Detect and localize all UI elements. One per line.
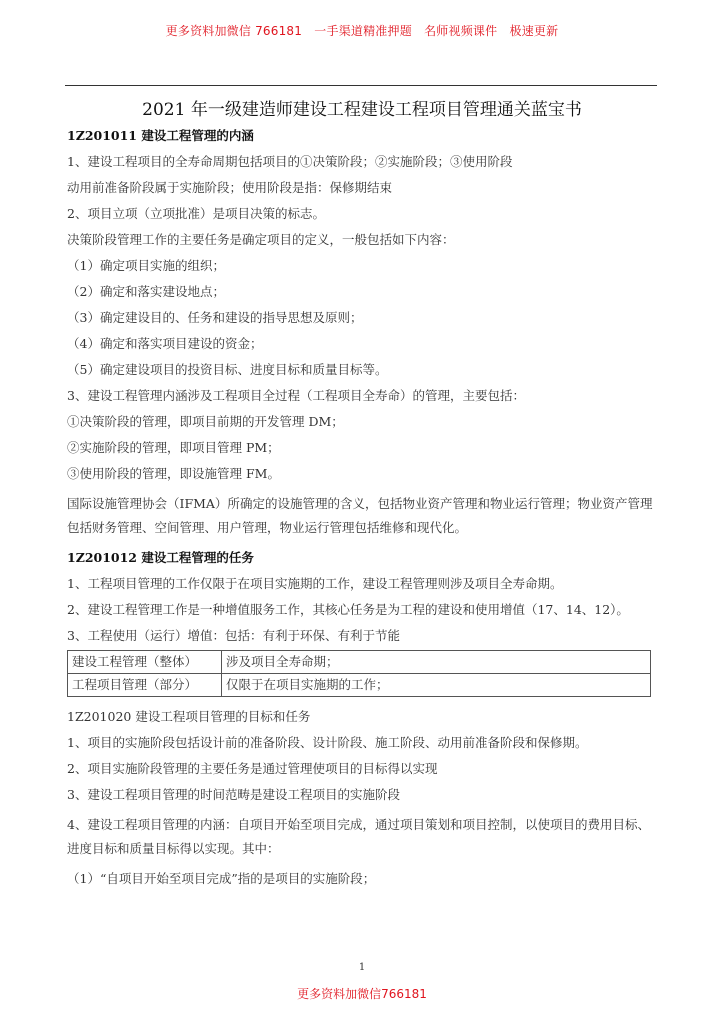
comparison-table (67, 650, 651, 697)
body-line: ③使用阶段的管理，即设施管理 FM。 (67, 466, 280, 481)
body-line: 3、工程使用（运行）增值：包括：有利于环保、有利于节能 (67, 628, 400, 643)
table-cell: 仅限于在项目实施期的工作； (222, 674, 651, 697)
table-row (68, 674, 651, 697)
table-cell: 工程项目管理（部分） (68, 674, 222, 697)
body-line: 1、项目的实施阶段包括设计前的准备阶段、设计阶段、施工阶段、动用前准备阶段和保修期。 (67, 735, 588, 750)
body-line: （3）确定建设目的、任务和建设的指导思想及原则； (67, 310, 363, 325)
body-line: （5）确定建设项目的投资目标、进度目标和质量目标等。 (67, 362, 388, 377)
bottom-promo-banner: 更多资料加微信766181 (297, 987, 427, 1001)
document-title: 2021 年一级建造师建设工程建设工程项目管理通关蓝宝书 (142, 100, 582, 120)
body-line: ①决策阶段的管理，即项目前期的开发管理 DM； (67, 414, 344, 429)
body-line: 2、建设工程管理工作是一种增值服务工作，其核心任务是为工程的建设和使用增值（17、14、12）。 (67, 602, 629, 617)
table-row (68, 651, 651, 674)
body-paragraph: 4、建设工程项目管理的内涵：自项目开始至项目完成，通过项目策划和项目控制，以使项目的费用目标、进度目标和质量目标得以实现。其中： (67, 817, 650, 856)
body-paragraph: 国际设施管理协会（IFMA）所确定的设施管理的含义，包括物业资产管理和物业运行管理；物业资产管理包括财务管理、空间管理、用户管理，物业运行管理包括维修和现代化。 (67, 496, 653, 535)
body-line: （1）确定项目实施的组织； (67, 258, 225, 273)
body-line: 1、工程项目管理的工作仅限于在项目实施期的工作，建设工程管理则涉及项目全寿命期。 (67, 576, 563, 591)
top-promo-banner: 更多资料加微信 766181 一手渠道精准押题 名师视频课件 极速更新 (165, 24, 559, 38)
page-number: 1 (358, 962, 366, 973)
section-heading: 1Z201020 建设工程项目管理的目标和任务 (67, 709, 311, 724)
section-heading: 1Z201011 建设工程管理的内涵 (67, 128, 254, 143)
body-line: 决策阶段管理工作的主要任务是确定项目的定义，一般包括如下内容： (67, 232, 455, 247)
body-line: （2）确定和落实建设地点； (67, 284, 225, 299)
body-line: ②实施阶段的管理，即项目管理 PM； (67, 440, 280, 455)
body-line: 2、项目立项（立项批准）是项目决策的标志。 (67, 206, 325, 221)
body-line: （4）确定和落实项目建设的资金； (67, 336, 263, 351)
body-line: 3、建设工程项目管理的时间范畴是建设工程项目的实施阶段 (67, 787, 400, 802)
body-line: 3、建设工程管理内涵涉及工程项目全过程（工程项目全寿命）的管理，主要包括： (67, 388, 525, 403)
section-heading: 1Z201012 建设工程管理的任务 (67, 550, 254, 565)
body-line: （1）“自项目开始至项目完成”指的是项目的实施阶段； (67, 871, 376, 886)
table-cell: 涉及项目全寿命期； (222, 651, 651, 674)
document-body (67, 128, 661, 897)
body-line: 动用前准备阶段属于实施阶段；使用阶段是指：保修期结束 (67, 180, 393, 195)
header-rule (65, 85, 657, 86)
body-line: 2、项目实施阶段管理的主要任务是通过管理使项目的目标得以实现 (67, 761, 438, 776)
body-line: 1、建设工程项目的全寿命周期包括项目的①决策阶段；②实施阶段；③使用阶段 (67, 154, 513, 169)
table-cell: 建设工程管理（整体） (68, 651, 222, 674)
